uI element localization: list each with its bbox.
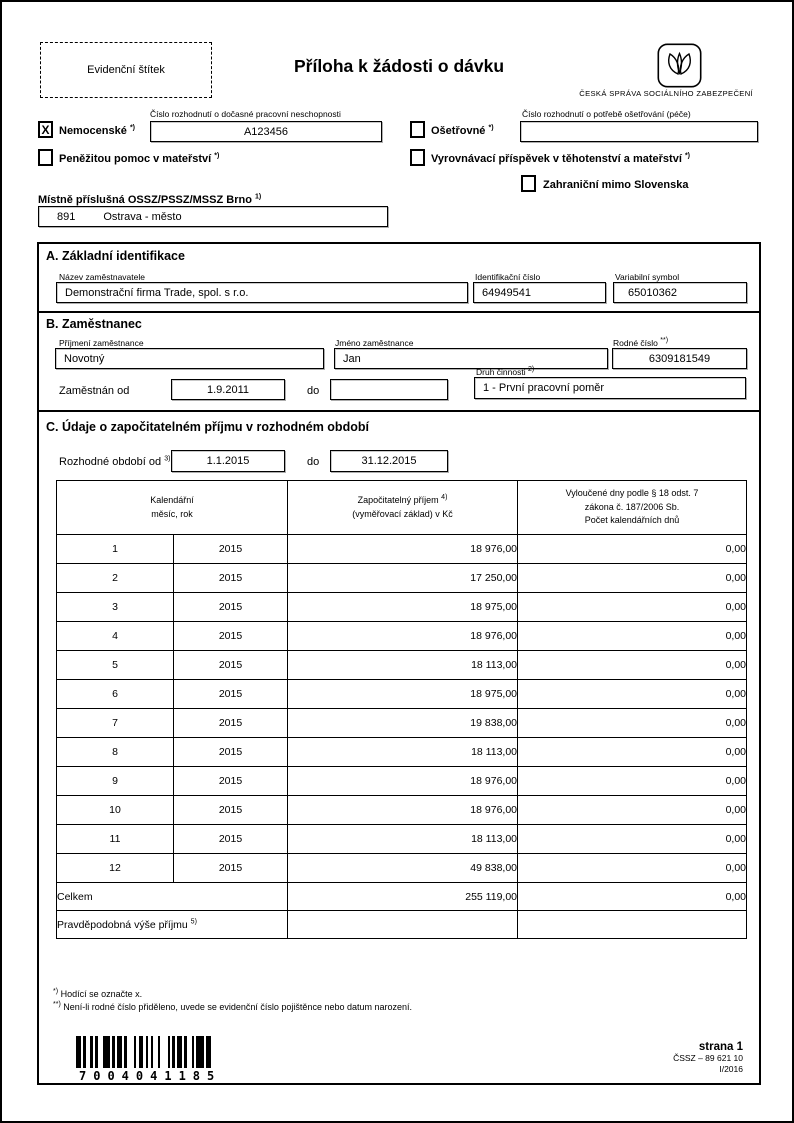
- income-cell: 18 113,00: [288, 651, 518, 680]
- footnote-marker: 1): [254, 193, 262, 201]
- period-to-label: do: [307, 456, 320, 468]
- id-number-field[interactable]: 64949541: [473, 282, 606, 303]
- income-table-body: [57, 535, 747, 883]
- zahranicni-label: Zahraniční mimo Slovenska: [543, 179, 689, 191]
- excluded-days-cell: 0,00: [518, 622, 747, 651]
- form-code: ČSSZ – 89 621 10: [673, 1053, 743, 1063]
- col-month-year-header: Kalendářní měsíc, rok: [57, 481, 288, 535]
- employed-from-field[interactable]: 1.9.2011: [171, 379, 285, 400]
- income-row: [57, 680, 747, 709]
- barcode: [76, 1036, 226, 1083]
- income-cell: 18 113,00: [288, 825, 518, 854]
- income-cell: 18 976,00: [288, 535, 518, 564]
- footnote-marker: 5): [190, 918, 197, 925]
- care-number-label: Číslo rozhodnutí o potřebě ošetřování (péče): [522, 109, 691, 119]
- year-cell: 2015: [174, 854, 288, 883]
- period-label: Rozhodné období od $^{3)}$: [59, 455, 171, 468]
- excluded-days-cell: 0,00: [518, 738, 747, 767]
- tpn-decision-number-field[interactable]: A123456: [150, 121, 382, 142]
- employed-to-label: do: [307, 385, 320, 397]
- income-cell: 18 976,00: [288, 796, 518, 825]
- tpn-number-label: Číslo rozhodnutí o dočasné pracovní neschopnosti: [150, 109, 341, 119]
- year-cell: 2015: [174, 767, 288, 796]
- income-row: [57, 738, 747, 767]
- income-cell: 49 838,00: [288, 854, 518, 883]
- footnote-line: *) Hodící se označte x.: [53, 988, 143, 999]
- ossz-label: Místně příslušná OSSZ/PSSZ/MSSZ Brno $^{1)}$: [38, 193, 262, 206]
- month-cell: 4: [57, 622, 174, 651]
- excluded-days-cell: 0,00: [518, 564, 747, 593]
- year-cell: 2015: [174, 651, 288, 680]
- total-excluded: 0,00: [518, 883, 747, 911]
- footnote-marker: **): [660, 337, 669, 345]
- page-title: Příloha k žádosti o dávku: [293, 56, 505, 76]
- year-cell: 2015: [174, 564, 288, 593]
- month-cell: 7: [57, 709, 174, 738]
- income-table: [56, 480, 747, 939]
- probable-income-label: Pravděpodobná výše příjmu $^{5)}$: [57, 911, 288, 939]
- year-cell: 2015: [174, 709, 288, 738]
- income-cell: 18 976,00: [288, 767, 518, 796]
- excluded-days-cell: 0,00: [518, 535, 747, 564]
- total-income: 255 119,00: [288, 883, 518, 911]
- employed-from-label: Zaměstnán od: [59, 385, 130, 397]
- ossz-code: 891: [57, 210, 76, 223]
- month-cell: 8: [57, 738, 174, 767]
- month-cell: 9: [57, 767, 174, 796]
- surname-label: Příjmení zaměstnance: [59, 338, 144, 348]
- probable-income-row: [57, 911, 747, 939]
- footnote-line: **) Není-li rodné číslo přiděleno, uvede se evidenční číslo pojištěnce nebo datum narození.: [53, 1001, 413, 1012]
- income-row: [57, 651, 747, 680]
- income-row: [57, 709, 747, 738]
- excluded-days-cell: 0,00: [518, 680, 747, 709]
- excluded-days-cell: 0,00: [518, 796, 747, 825]
- footnote-marker: *): [214, 152, 220, 160]
- osetrovne-checkbox[interactable]: [410, 121, 425, 138]
- income-cell: 18 975,00: [288, 593, 518, 622]
- year-cell: 2015: [174, 680, 288, 709]
- nemocenske-checkmark: X: [41, 122, 50, 137]
- section-b-heading: B. Zaměstnanec: [46, 317, 142, 331]
- section-a-heading: A. Základní identifikace: [46, 249, 185, 263]
- footnote-marker: *): [129, 124, 135, 132]
- excluded-days-cell: 0,00: [518, 854, 747, 883]
- ossz-name: Ostrava - město: [103, 210, 182, 223]
- employer-name-label: Název zaměstnavatele: [59, 272, 145, 282]
- year-cell: 2015: [174, 593, 288, 622]
- form-edition: I/2016: [719, 1064, 743, 1074]
- period-to-field[interactable]: 31.12.2015: [330, 450, 448, 472]
- barcode-digits: 7004041185: [79, 1069, 222, 1083]
- variable-symbol-field[interactable]: 65010362: [613, 282, 747, 303]
- income-row: [57, 825, 747, 854]
- period-from-field[interactable]: 1.1.2015: [171, 450, 285, 472]
- section-c-heading: C. Údaje o započitatelném příjmu v rozhodném období: [46, 420, 369, 434]
- footer-block: [673, 1042, 743, 1075]
- month-cell: 11: [57, 825, 174, 854]
- footnotes: [53, 988, 412, 1014]
- osetrovne-label: Ošetřovné *): [431, 124, 494, 137]
- evidence-label: Evidenční štítek: [87, 64, 165, 76]
- variable-symbol-label: Variabilní symbol: [615, 272, 680, 282]
- excluded-days-cell: 0,00: [518, 593, 747, 622]
- income-row: [57, 767, 747, 796]
- ossz-field[interactable]: [38, 206, 388, 227]
- surname-field[interactable]: Novotný: [55, 348, 324, 369]
- footnote-marker: *): [488, 124, 494, 132]
- month-cell: 5: [57, 651, 174, 680]
- vyrovnavaci-checkbox[interactable]: [410, 149, 425, 166]
- col-excluded-days-header: Vyloučené dny podle § 18 odst. 7 zákona č. 187/2006 Sb. Počet kalendářních dnů: [518, 481, 747, 535]
- penezita-pomoc-label: Peněžitou pomoc v mateřství *): [59, 152, 220, 165]
- month-cell: 3: [57, 593, 174, 622]
- income-cell: 18 976,00: [288, 622, 518, 651]
- income-row: [57, 535, 747, 564]
- care-decision-number-field[interactable]: [520, 121, 758, 142]
- year-cell: 2015: [174, 535, 288, 564]
- zahranicni-checkbox[interactable]: [521, 175, 536, 192]
- month-cell: 2: [57, 564, 174, 593]
- income-row: [57, 593, 747, 622]
- col-income-header: Započitatelný příjem $^{4)}$ (vyměřovací základ) v Kč: [288, 481, 518, 535]
- id-number-label: Identifikační číslo: [475, 272, 541, 282]
- month-cell: 10: [57, 796, 174, 825]
- month-cell: 12: [57, 854, 174, 883]
- firstname-field[interactable]: Jan: [334, 348, 608, 369]
- excluded-days-cell: 0,00: [518, 651, 747, 680]
- total-row: [57, 883, 747, 911]
- year-cell: 2015: [174, 825, 288, 854]
- year-cell: 2015: [174, 622, 288, 651]
- penezita-pomoc-checkbox[interactable]: [38, 149, 53, 166]
- section-a: [37, 242, 761, 313]
- nemocenske-label: Nemocenské *): [59, 124, 135, 137]
- activity-type-label: Druh činnosti $^{2)}$: [476, 366, 535, 377]
- month-cell: 6: [57, 680, 174, 709]
- probable-excluded-value[interactable]: [518, 911, 747, 939]
- footnote-marker: 2): [527, 366, 535, 374]
- excluded-days-cell: 0,00: [518, 709, 747, 738]
- section-c: [37, 412, 761, 1085]
- year-cell: 2015: [174, 738, 288, 767]
- vyrovnavaci-label: Vyrovnávací příspěvek v těhotenství a mateřství *): [431, 152, 691, 165]
- income-cell: 17 250,00: [288, 564, 518, 593]
- income-row: [57, 564, 747, 593]
- income-row: [57, 622, 747, 651]
- footnote-marker: *): [684, 152, 691, 160]
- total-label: Celkem: [57, 883, 288, 911]
- probable-income-value[interactable]: [288, 911, 518, 939]
- barcode-bars-icon: [76, 1036, 216, 1068]
- excluded-days-cell: 0,00: [518, 767, 747, 796]
- excluded-days-cell: 0,00: [518, 825, 747, 854]
- nemocenske-checkbox[interactable]: [38, 121, 53, 138]
- footnote-marker: 3): [164, 455, 171, 463]
- activity-type-field[interactable]: 1 - První pracovní poměr: [474, 377, 746, 399]
- firstname-label: Jméno zaměstnance: [335, 338, 414, 348]
- year-cell: 2015: [174, 796, 288, 825]
- income-row: [57, 796, 747, 825]
- birth-number-label: Rodné číslo **): [613, 337, 669, 348]
- footnote-marker: 4): [441, 493, 448, 501]
- birth-number-field[interactable]: 6309181549: [612, 348, 747, 369]
- employer-name-field[interactable]: Demonstrační firma Trade, spol. s r.o.: [56, 282, 468, 303]
- income-cell: 19 838,00: [288, 709, 518, 738]
- employed-to-field[interactable]: [330, 379, 448, 400]
- section-b: [37, 313, 761, 412]
- month-cell: 1: [57, 535, 174, 564]
- income-cell: 18 113,00: [288, 738, 518, 767]
- org-name: ČESKÁ SPRÁVA SOCIÁLNÍHO ZABEZPEČENÍ: [579, 89, 753, 98]
- income-row: [57, 854, 747, 883]
- cssz-logo-icon: [657, 43, 702, 93]
- income-table-header-row: [57, 481, 747, 535]
- income-cell: 18 975,00: [288, 680, 518, 709]
- evidence-label-box: [40, 42, 212, 98]
- page-number: strana 1: [698, 1041, 743, 1053]
